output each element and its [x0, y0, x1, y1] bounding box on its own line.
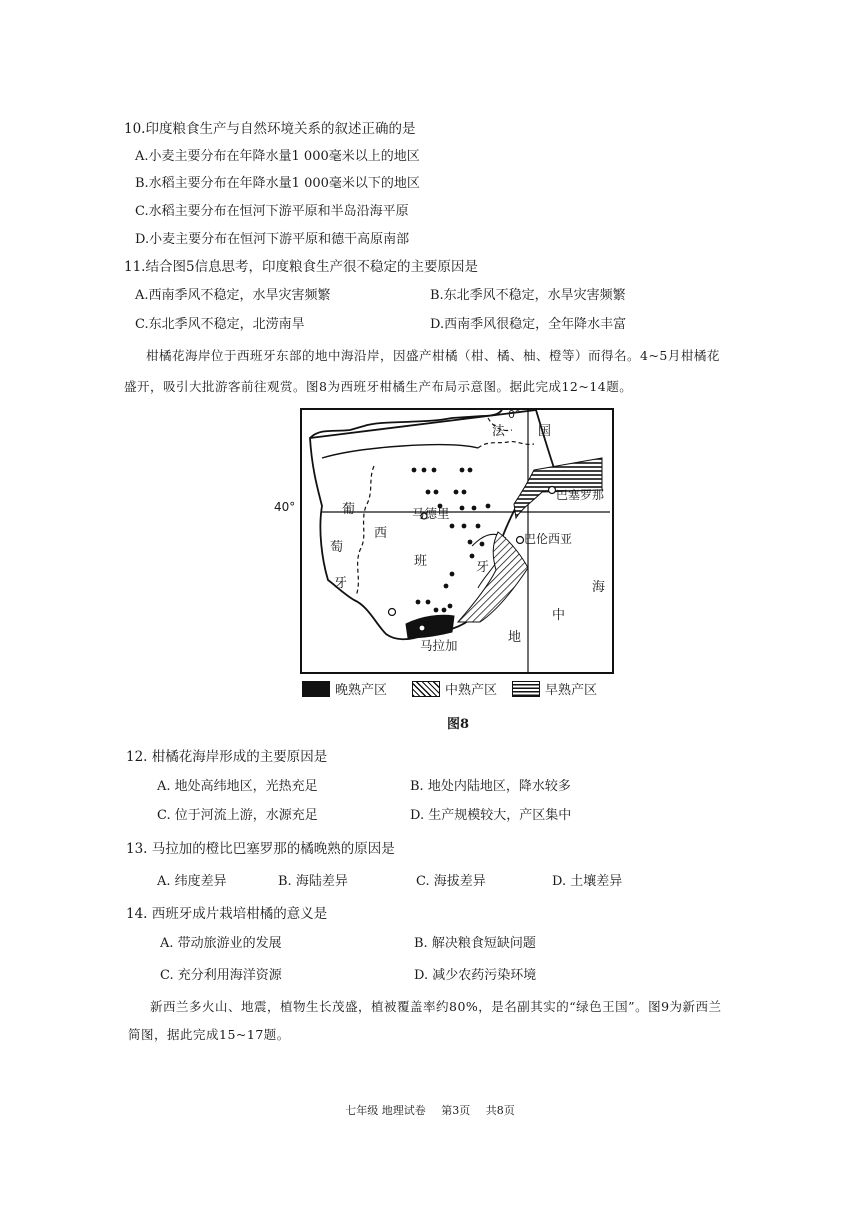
label-xi: 西	[374, 526, 388, 541]
passage2-line2: 简图，据此完成15~17题。	[128, 1027, 290, 1042]
label-zhong: 中	[552, 608, 566, 623]
label-pu: 葡	[342, 502, 356, 517]
passage1-line2: 盛开，吸引大批游客前往观赏。图8为西班牙柑橘生产布局示意图。据此完成12~14题。	[124, 379, 633, 394]
legend-early-label: 早熟产区	[545, 683, 598, 698]
q11-stem: 11.结合图5信息思考，印度粮食生产很不稳定的主要原因是	[124, 259, 479, 275]
footer-grade: 七年级 地理试卷	[345, 1104, 426, 1117]
spain-citrus-map	[300, 408, 614, 674]
q11-option-c: C.东北季风不稳定，北涝南旱	[135, 317, 305, 332]
label-ban: 班	[414, 554, 428, 569]
q12-option-a: A. 地处高纬地区，光热充足	[157, 779, 318, 794]
late-zone	[406, 615, 454, 638]
q11-option-a: A.西南季风不稳定，水旱灾害频繁	[135, 288, 331, 303]
label-ya: 牙	[334, 576, 348, 591]
legend-early-swatch	[512, 681, 540, 697]
q12-option-c: C. 位于河流上游，水源充足	[157, 808, 318, 823]
q11-option-d: D.西南季风很稳定，全年降水丰富	[430, 317, 627, 332]
q12-stem: 12. 柑橘花海岸形成的主要原因是	[126, 749, 328, 765]
border-portugal-spain	[356, 466, 374, 596]
legend-late-swatch	[302, 681, 330, 697]
q14-option-d: D. 减少农药污染环境	[414, 968, 537, 983]
north-coast	[322, 445, 478, 458]
passage2-line1: 新西兰多火山、地震，植物生长茂盛，植被覆盖率约80%，是名副其实的“绿色王国”。图9为新西兰	[150, 999, 722, 1014]
q11-option-b: B.东北季风不稳定，水旱灾害频繁	[430, 288, 626, 303]
label-di: 地	[508, 630, 522, 645]
figure-caption: 图8	[447, 717, 470, 732]
west-city-dot	[389, 609, 396, 616]
q14-option-c: C. 充分利用海洋资源	[160, 968, 282, 983]
label-parallel: 40°	[274, 500, 296, 514]
q14-option-a: A. 带动旅游业的发展	[160, 936, 282, 951]
label-guo: 国	[538, 424, 552, 439]
legend-mid-label: 中熟产区	[445, 683, 498, 698]
q10-option-b: B.水稻主要分布在年降水量1 000毫米以下的地区	[135, 176, 420, 191]
label-barcelona: 巴塞罗那	[556, 488, 605, 502]
legend-late-label: 晚熟产区	[335, 683, 388, 698]
footer-total: 共8页	[485, 1104, 515, 1117]
label-fa: 法	[492, 424, 506, 439]
q13-option-a: A. 纬度差异	[157, 874, 227, 889]
q14-option-b: B. 解决粮食短缺问题	[414, 936, 536, 951]
label-malaga: 马拉加	[420, 638, 458, 653]
q12-option-b: B. 地处内陆地区，降水较多	[410, 779, 571, 794]
passage1-line1: 柑橘花海岸位于西班牙东部的地中海沿岸，因盛产柑橘（柑、橘、柚、橙等）而得名。4~5月柑橘花	[146, 348, 720, 363]
footer-page: 第3页	[441, 1104, 471, 1117]
legend-late	[302, 679, 387, 698]
page-footer	[0, 1102, 860, 1118]
q10-stem: 10.印度粮食生产与自然环境关系的叙述正确的是	[124, 121, 416, 137]
label-madrid: 马德里	[412, 506, 450, 521]
q14-stem: 14. 西班牙成片栽培柑橘的意义是	[126, 906, 328, 922]
legend-mid	[412, 679, 497, 698]
label-valencia: 巴伦西亚	[524, 532, 573, 546]
q13-option-d: D. 土壤差异	[552, 874, 623, 889]
q10-option-c: C.水稻主要分布在恒河下游平原和半岛沿海平原	[135, 204, 409, 219]
legend-mid-swatch	[412, 681, 440, 697]
label-hai: 海	[592, 580, 606, 595]
q13-option-b: B. 海陆差异	[278, 874, 348, 889]
legend-early	[512, 679, 597, 698]
q12-option-d: D. 生产规模较大，产区集中	[410, 808, 572, 823]
barcelona-dot	[549, 487, 556, 494]
label-ya2: 牙	[476, 560, 490, 575]
border-france-spain	[478, 442, 534, 448]
q13-option-c: C. 海拔差异	[416, 874, 486, 889]
q10-option-d: D.小麦主要分布在恒河下游平原和德干高原南部	[135, 232, 410, 247]
valencia-dot	[517, 537, 524, 544]
q10-option-a: A.小麦主要分布在年降水量1 000毫米以上的地区	[135, 149, 420, 164]
label-tao: 萄	[330, 540, 344, 555]
malaga-dot	[419, 625, 425, 631]
label-meridian: 0°	[508, 408, 521, 421]
mid-zone	[458, 532, 528, 622]
q13-stem: 13. 马拉加的橙比巴塞罗那的橘晚熟的原因是	[126, 841, 395, 857]
